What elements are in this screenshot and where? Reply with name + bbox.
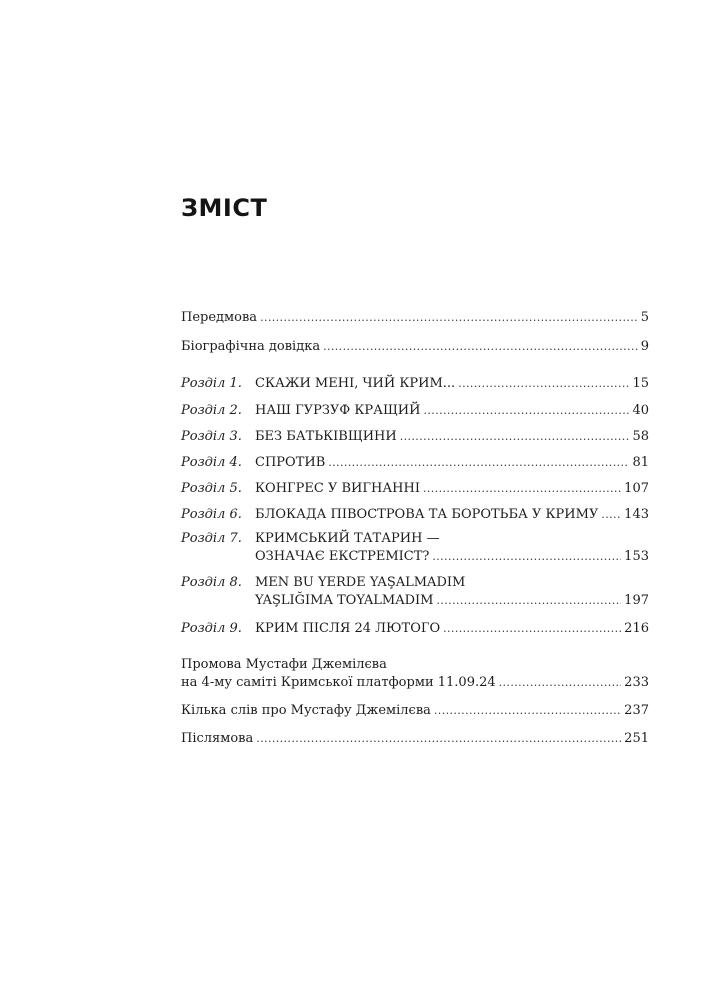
entry-page: 15 [632,376,649,391]
toc-entry-chapter-1[interactable] [181,376,649,392]
chapter-number: Розділ 4. [181,455,242,470]
entry-label: Біографічна довідка [181,339,321,354]
leader-dots [423,403,629,419]
leader-dots [260,310,638,326]
toc-entry-chapter-4[interactable] [181,455,649,471]
toc-entry-chapter-7-line2[interactable] [255,549,649,565]
toc-entry-biography[interactable] [181,339,649,355]
entry-page: 40 [632,403,649,418]
entry-page: 233 [624,675,649,690]
chapter-title: НАШ ГУРЗУФ КРАЩИЙ [255,403,421,418]
leader-dots [256,731,621,747]
chapter-title-line1: MEN BU YERDE YAŞALMADIM [255,575,466,590]
chapter-number: Розділ 8. [181,575,242,590]
entry-label-line2: на 4-му саміті Кримської платформи 11.09.24 [181,675,496,690]
leader-dots [400,429,630,445]
entry-page: 9 [640,339,649,354]
toc-entry-preface[interactable] [181,310,649,326]
entry-label-line1: Промова Мустафи Джемілєва [181,657,387,672]
chapter-title: СКАЖИ МЕНІ, ЧИЙ КРИМ... [255,376,456,391]
entry-page: 216 [624,621,649,636]
entry-label: Післямова [181,731,254,746]
toc-entry-chapter-3[interactable] [181,429,649,445]
chapter-title: БЛОКАДА ПІВОСТРОВА ТА БОРОТЬБА У КРИМУ [255,507,599,522]
entry-page: 5 [640,310,649,325]
chapter-number: Розділ 9. [181,621,242,636]
toc-entry-chapter-7-line1[interactable] [181,531,440,547]
toc-entry-chapter-8-line2[interactable] [255,593,649,609]
chapter-title: БЕЗ БАТЬКІВЩИНИ [255,429,397,444]
leader-dots [328,455,629,471]
entry-label: Передмова [181,310,258,325]
leader-dots [434,703,621,719]
toc-entry-afterword[interactable] [181,731,649,747]
toc-entry-speech-line2[interactable] [181,675,649,691]
page-title: ЗМІСТ [181,194,268,222]
chapter-title-line2: YAŞLIĞIMA TOYALMADIM [255,593,434,608]
leader-dots [323,339,638,355]
toc-entry-chapter-6[interactable] [181,507,649,523]
entry-page: 251 [624,731,649,746]
chapter-title-line1: КРИМСЬКИЙ ТАТАРИН — [255,531,440,546]
leader-dots [458,376,629,392]
chapter-number: Розділ 3. [181,429,242,444]
entry-label: Кілька слів про Мустафу Джемілєва [181,703,431,718]
leader-dots [423,481,621,497]
toc-entry-chapter-9[interactable] [181,621,649,637]
entry-page: 237 [624,703,649,718]
chapter-title: СПРОТИВ [255,455,326,470]
toc-entry-chapter-2[interactable] [181,403,649,419]
leader-dots [436,593,621,609]
leader-dots [443,621,621,637]
chapter-number: Розділ 6. [181,507,242,522]
entry-page: 81 [632,455,649,470]
entry-page: 197 [624,593,649,608]
chapter-number: Розділ 2. [181,403,242,418]
toc-entry-about-dzhemilev[interactable] [181,703,649,719]
leader-dots [499,675,622,691]
chapter-title: КРИМ ПІСЛЯ 24 ЛЮТОГО [255,621,441,636]
toc-entry-chapter-5[interactable] [181,481,649,497]
toc-entry-chapter-8-line1[interactable] [181,575,465,591]
chapter-number: Розділ 7. [181,531,242,546]
leader-dots [601,507,621,523]
entry-page: 143 [624,507,649,522]
entry-page: 107 [624,481,649,496]
toc-entry-speech-line1[interactable] [181,657,387,673]
leader-dots [432,549,621,565]
chapter-number: Розділ 1. [181,376,242,391]
chapter-title: КОНГРЕС У ВИГНАННІ [255,481,420,496]
chapter-number: Розділ 5. [181,481,242,496]
chapter-title-line2: ОЗНАЧАЄ ЕКСТРЕМІСТ? [255,549,430,564]
entry-page: 153 [624,549,649,564]
entry-page: 58 [632,429,649,444]
